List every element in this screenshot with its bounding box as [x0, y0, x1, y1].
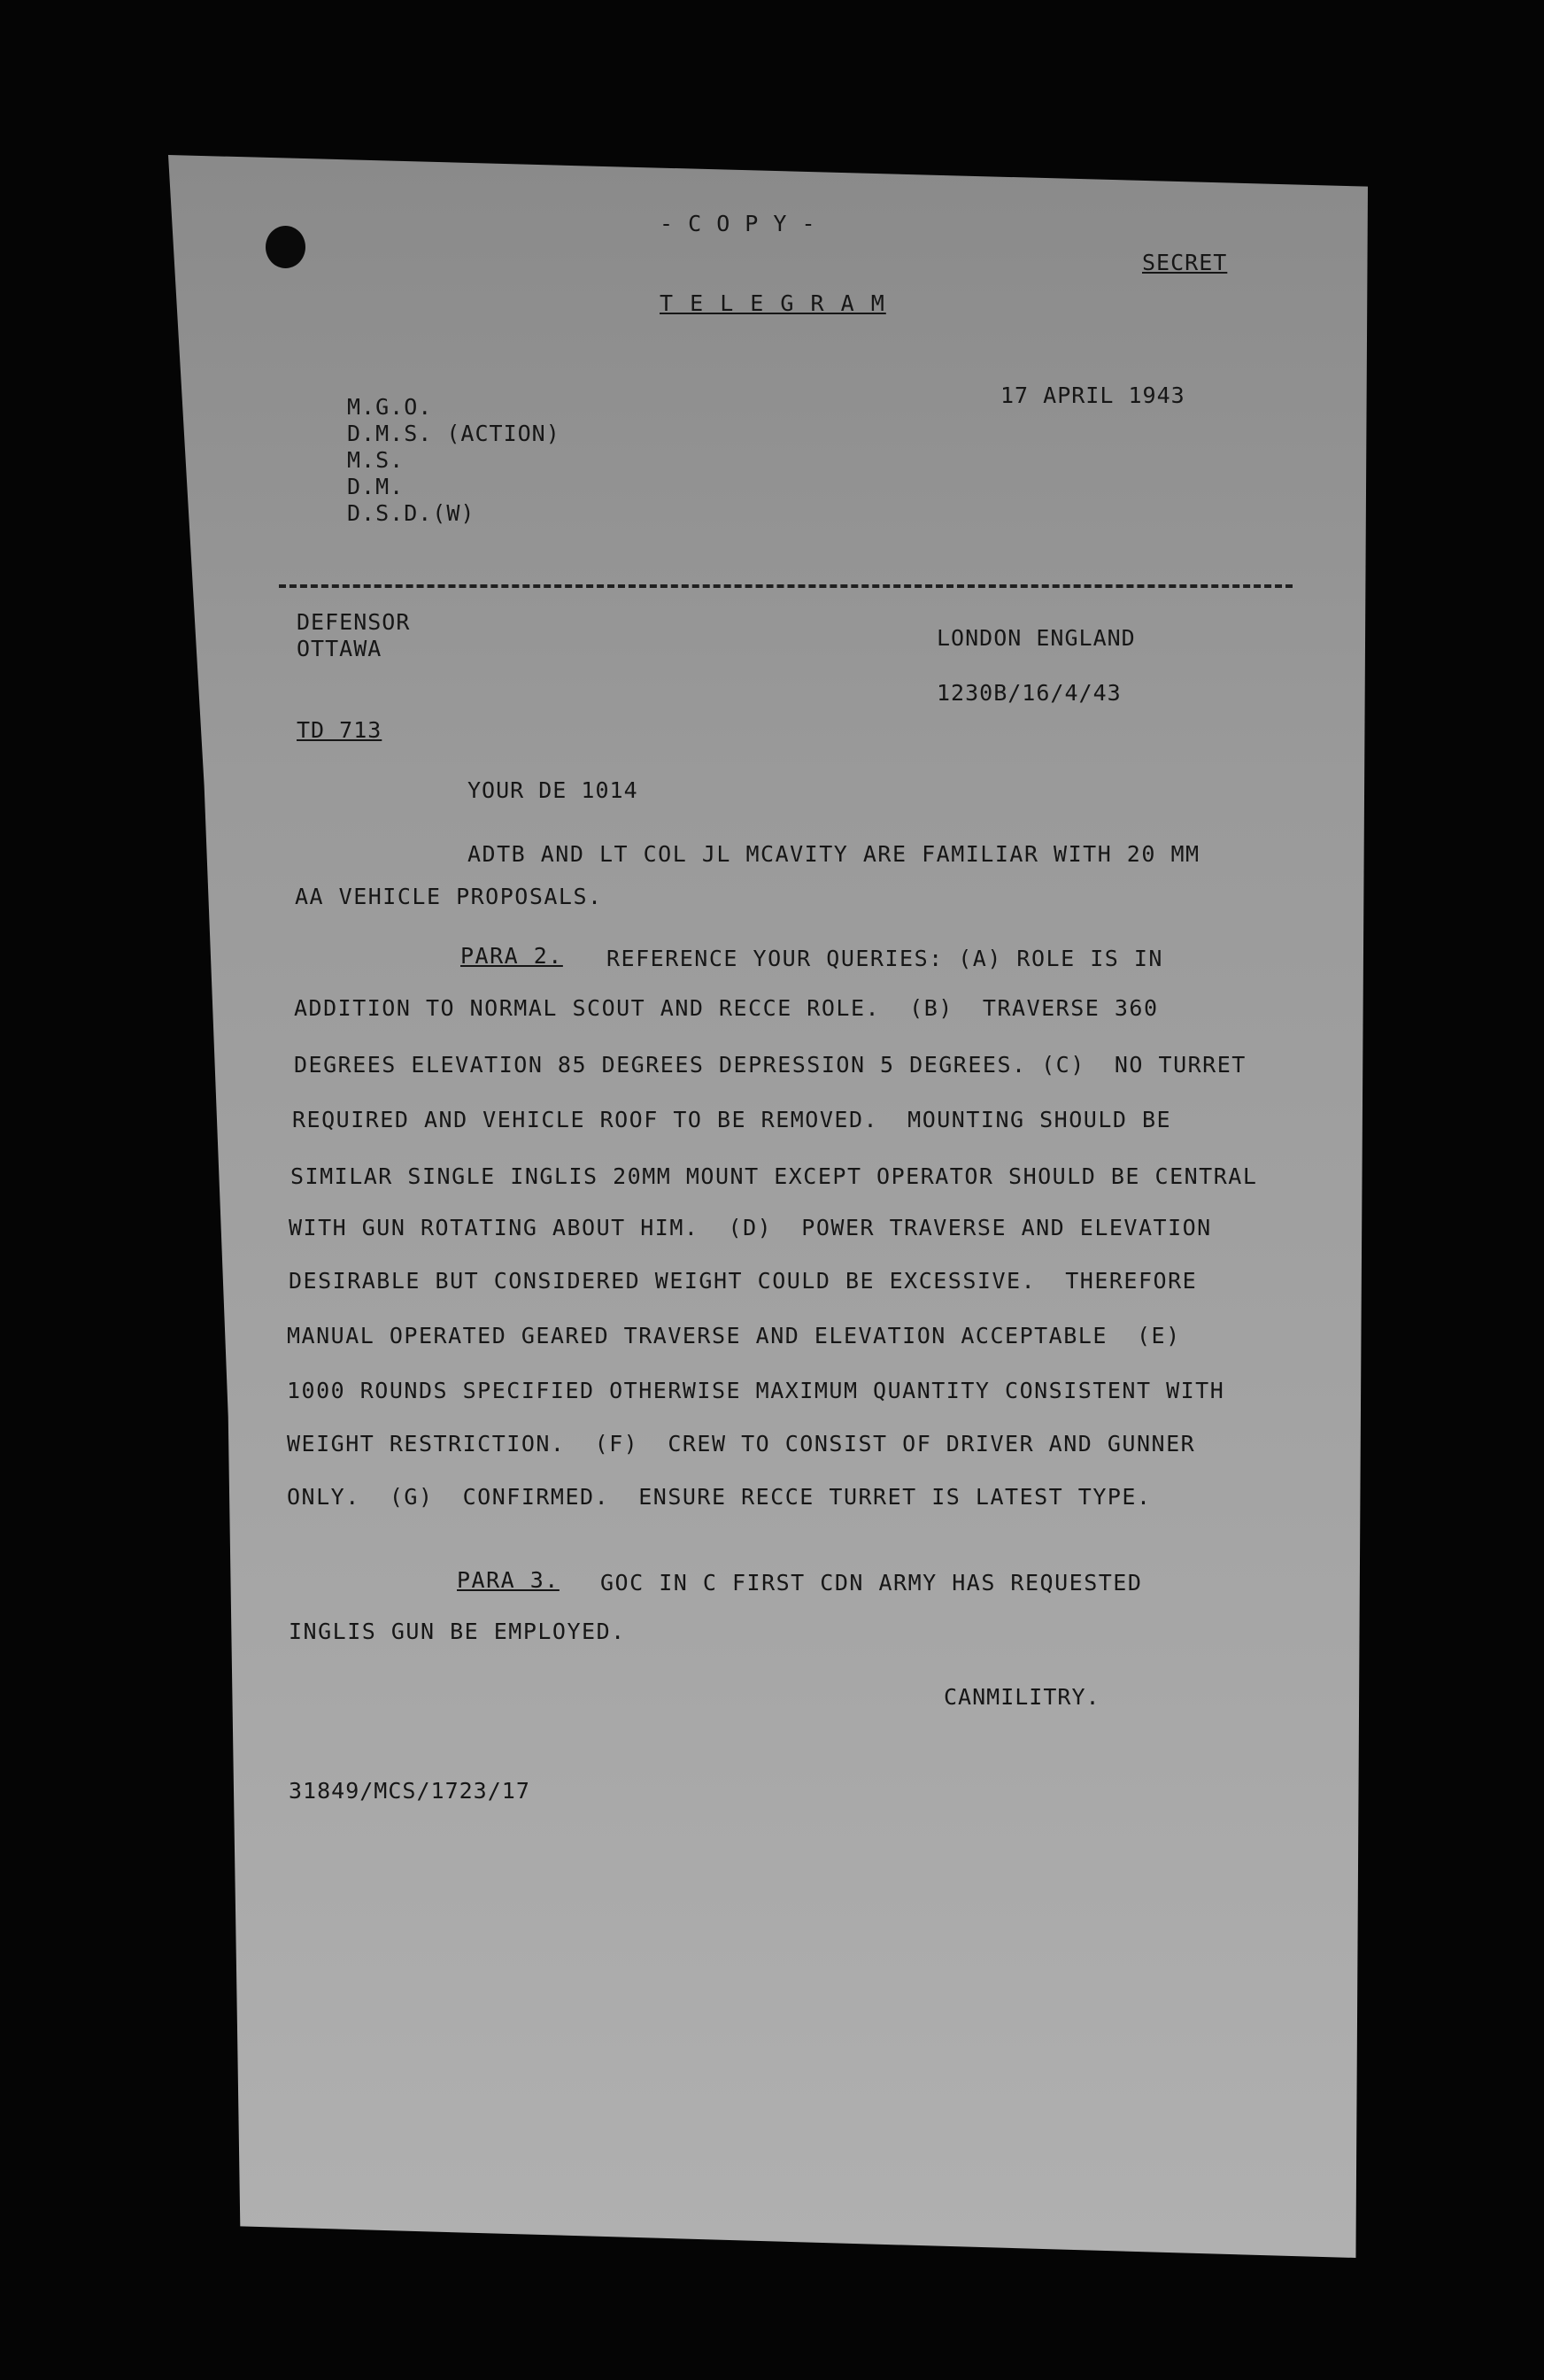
distribution-item: D.M.S. (ACTION)	[347, 421, 560, 446]
para2-line: MANUAL OPERATED GEARED TRAVERSE AND ELEVATION ACCEPTABLE (E)	[287, 1323, 1181, 1348]
para2-line: WITH GUN ROTATING ABOUT HIM. (D) POWER TRAVERSE AND ELEVATION	[289, 1215, 1212, 1240]
recipient-line: DEFENSOR	[297, 609, 411, 635]
para2-line: DEGREES ELEVATION 85 DEGREES DEPRESSION 5 DEGREES. (C) NO TURRET	[294, 1052, 1247, 1078]
distribution-item: D.S.D.(W)	[347, 500, 475, 526]
para2-line: REQUIRED AND VEHICLE ROOF TO BE REMOVED. MOUNTING SHOULD BE	[292, 1107, 1172, 1132]
your-reference: YOUR DE 1014	[467, 777, 638, 803]
para2-line: ADDITION TO NORMAL SCOUT AND RECCE ROLE. (B) TRAVERSE 360	[294, 995, 1159, 1021]
para2-line: SIMILAR SINGLE INGLIS 20MM MOUNT EXCEPT OPERATOR SHOULD BE CENTRAL	[290, 1163, 1258, 1189]
classification-stamp: SECRET	[1142, 250, 1228, 275]
distribution-item: M.S.	[347, 447, 405, 473]
para3-label: PARA 3.	[457, 1567, 560, 1593]
separator-line	[279, 584, 1293, 588]
reference-number: TD 713	[297, 717, 382, 743]
document-title: T E L E G R A M	[660, 290, 886, 316]
para2-line: REFERENCE YOUR QUERIES: (A) ROLE IS IN	[606, 946, 1163, 971]
signature: CANMILITRY.	[944, 1684, 1100, 1710]
para3-line: GOC IN C FIRST CDN ARMY HAS REQUESTED	[600, 1570, 1143, 1596]
para2-line: ONLY. (G) CONFIRMED. ENSURE RECCE TURRET IS LATEST TYPE.	[287, 1484, 1152, 1510]
para1-line: ADTB AND LT COL JL MCAVITY ARE FAMILIAR WITH 20 MM	[467, 841, 1200, 867]
para2-line: WEIGHT RESTRICTION. (F) CREW TO CONSIST OF DRIVER AND GUNNER	[287, 1431, 1196, 1457]
recipient-line: OTTAWA	[297, 636, 382, 661]
para2-label: PARA 2.	[460, 943, 563, 969]
file-reference: 31849/MCS/1723/17	[289, 1778, 530, 1804]
origin-time-ref: 1230B/16/4/43	[937, 680, 1122, 706]
distribution-item: M.G.O.	[347, 394, 433, 420]
para1-line: AA VEHICLE PROPOSALS.	[295, 884, 603, 909]
para3-line: INGLIS GUN BE EMPLOYED.	[289, 1619, 626, 1644]
distribution-item: D.M.	[347, 474, 405, 499]
telegram-date: 17 APRIL 1943	[1000, 382, 1185, 408]
para2-line: DESIRABLE BUT CONSIDERED WEIGHT COULD BE EXCESSIVE. THEREFORE	[289, 1268, 1198, 1294]
origin-place: LONDON ENGLAND	[937, 625, 1136, 651]
para2-line: 1000 ROUNDS SPECIFIED OTHERWISE MAXIMUM QUANTITY CONSISTENT WITH	[287, 1378, 1225, 1403]
punch-hole	[266, 226, 305, 268]
copy-heading: - C O P Y -	[660, 211, 816, 236]
